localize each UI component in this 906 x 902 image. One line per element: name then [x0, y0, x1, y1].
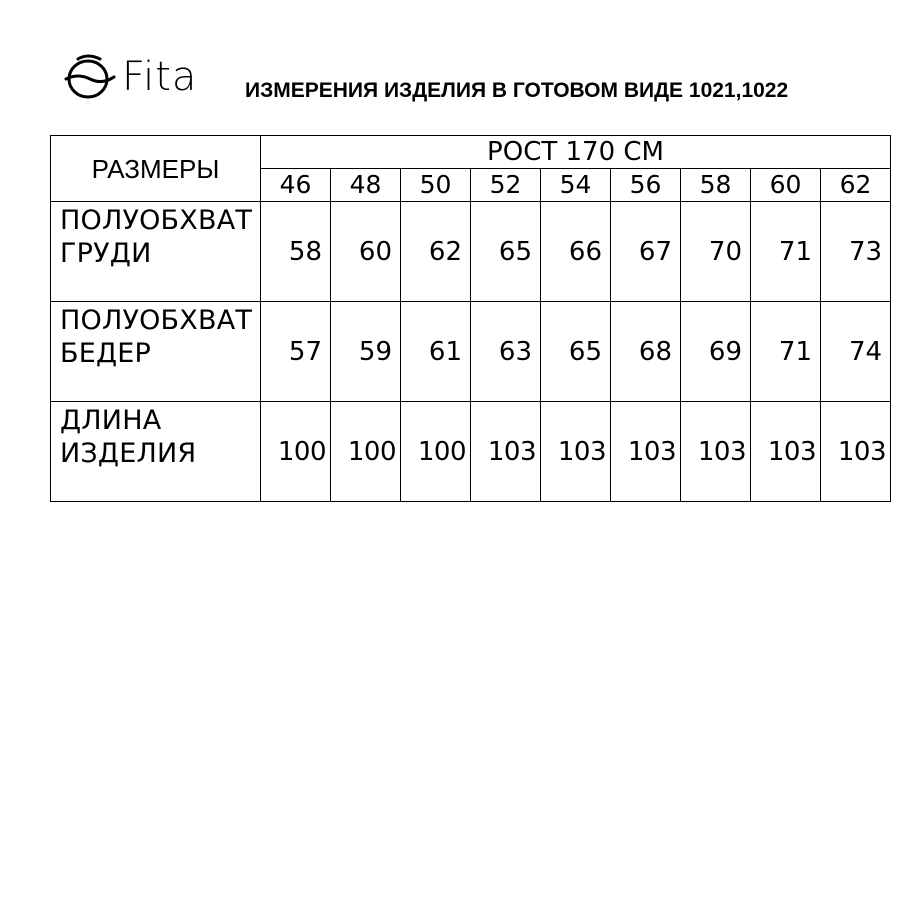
size-header-cell: 58	[681, 169, 751, 202]
size-header-cell: 50	[401, 169, 471, 202]
row-label-line: ПОЛУОБХВАТ	[60, 205, 253, 236]
measurement-cell: 71	[751, 202, 821, 302]
row-label-line: ПОЛУОБХВАТ	[60, 305, 253, 336]
size-header-cell: 46	[261, 169, 331, 202]
measurement-cell: 103	[471, 402, 541, 502]
fita-logo-icon	[64, 53, 116, 101]
size-chart-table	[50, 135, 891, 502]
page-header	[0, 0, 906, 130]
measurement-cell: 103	[751, 402, 821, 502]
measurement-cell: 70	[681, 202, 751, 302]
row-label-line: ДЛИНА	[60, 405, 162, 436]
measurement-cell: 65	[471, 202, 541, 302]
brand-name: Fita	[122, 54, 198, 100]
row-label-line: ИЗДЕЛИЯ	[60, 438, 197, 469]
measurement-cell: 74	[821, 302, 891, 402]
table-row	[51, 302, 891, 402]
size-header-cell: 48	[331, 169, 401, 202]
measurement-cell: 60	[331, 202, 401, 302]
measurement-cell: 62	[401, 202, 471, 302]
brand-logo	[64, 52, 197, 102]
measurement-cell: 103	[821, 402, 891, 502]
row-label	[51, 402, 261, 502]
measurement-cell: 69	[681, 302, 751, 402]
size-header-cell: 54	[541, 169, 611, 202]
table-row	[51, 202, 891, 302]
row-label	[51, 202, 261, 302]
row-label-line: ГРУДИ	[60, 238, 152, 269]
measurement-cell: 61	[401, 302, 471, 402]
measurement-cell: 71	[751, 302, 821, 402]
size-header-cell: 60	[751, 169, 821, 202]
measurement-cell: 103	[541, 402, 611, 502]
measurement-cell: 100	[261, 402, 331, 502]
size-header-cell: 62	[821, 169, 891, 202]
table-header-row	[51, 136, 891, 169]
measurement-cell: 68	[611, 302, 681, 402]
measurement-cell: 66	[541, 202, 611, 302]
measurement-cell: 103	[681, 402, 751, 502]
measurement-cell: 59	[331, 302, 401, 402]
measurement-cell: 58	[261, 202, 331, 302]
measurement-cell: 100	[401, 402, 471, 502]
row-label-line: БЕДЕР	[60, 338, 152, 369]
size-header-cell: 56	[611, 169, 681, 202]
measurement-cell: 57	[261, 302, 331, 402]
table-row	[51, 402, 891, 502]
height-header: РОСТ 170 СМ	[261, 136, 891, 169]
measurement-cell: 67	[611, 202, 681, 302]
measurement-cell: 100	[331, 402, 401, 502]
measurement-cell: 103	[611, 402, 681, 502]
row-label	[51, 302, 261, 402]
measurement-cell: 63	[471, 302, 541, 402]
size-header-cell: 52	[471, 169, 541, 202]
page-title: ИЗМЕРЕНИЯ ИЗДЕЛИЯ В ГОТОВОМ ВИДЕ 1021,1022	[245, 79, 789, 102]
measurement-cell: 65	[541, 302, 611, 402]
sizes-header: РАЗМЕРЫ	[51, 136, 261, 202]
measurement-cell: 73	[821, 202, 891, 302]
